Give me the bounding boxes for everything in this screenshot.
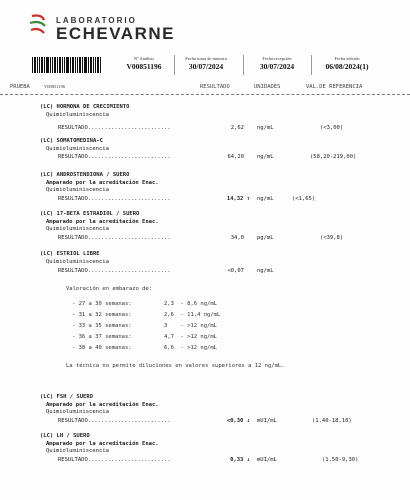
result-unit: ng/mL <box>257 196 274 202</box>
result-reference: (<1,65) <box>292 196 316 202</box>
result-unit: ng/mL <box>257 125 274 131</box>
result-label: RESULTADO......................... <box>58 457 171 463</box>
result-value: 34,0 <box>230 235 244 241</box>
lab-logo-icon <box>28 14 48 36</box>
test-method: Quimioluminiscencia <box>46 111 109 118</box>
pregnancy-weeks: - 38 a 40 semanas: <box>72 345 132 351</box>
result-unit: mUI/mL <box>257 457 277 463</box>
divider <box>243 55 244 75</box>
test-method: Quimioluminiscencia <box>46 409 109 415</box>
result-label: RESULTADO......................... <box>58 154 171 160</box>
result-value: 64,20 <box>227 154 244 160</box>
pregnancy-title: Valoración en embarazo de: <box>66 286 153 292</box>
result-value: 2,62 <box>230 125 244 131</box>
test-somatomedina <box>40 138 109 153</box>
test-hormona-crecimiento <box>40 104 129 119</box>
test-fsh <box>40 394 159 417</box>
test-estriol <box>40 251 109 266</box>
sample-date-value: 30/07/2024 <box>188 62 224 71</box>
pregnancy-weeks: - 33 a 35 semanas: <box>72 323 132 329</box>
test-title: (LC) SOMATOMEDINA-C <box>40 138 103 144</box>
result-value: <0,30 ↓ <box>226 418 250 424</box>
pregnancy-range: 3 - >12 ng/mL <box>164 323 217 329</box>
result-unit: mUI/mL <box>257 418 277 424</box>
result-label: RESULTADO......................... <box>58 235 171 241</box>
test-title: (LC) LH / SUERO <box>40 433 90 439</box>
test-method: Quimioluminiscencia <box>46 226 109 232</box>
test-estradiol <box>40 211 159 234</box>
column-header <box>10 84 384 93</box>
reception-date-label: Fecha recepción <box>262 56 292 61</box>
reception-date-value: 30/07/2024 <box>259 62 295 71</box>
test-accreditation: Amparado por la acreditación Enac. <box>46 401 159 408</box>
result-reference: (<39,8) <box>320 235 344 241</box>
result-value: 0,33 ↓ <box>230 457 250 463</box>
result-reference: (<3,00) <box>320 125 344 131</box>
lab-label: LABORATORIO <box>56 16 137 25</box>
result-unit: ng/mL <box>257 268 274 274</box>
divider <box>311 55 312 75</box>
test-title: (LC) ESTRIOL LIBRE <box>40 251 100 257</box>
sample-date-label: Fecha toma de muestra <box>185 56 227 61</box>
pregnancy-note: La técnica no permite diluciones en valores superiores a 12 ng/mL. <box>66 363 285 369</box>
test-method: Quimioluminiscencia <box>46 448 109 454</box>
test-title: (LC) ANDROSTENDIONA / SUERO <box>40 172 130 178</box>
pregnancy-weeks: - 36 a 37 semanas: <box>72 334 132 340</box>
pregnancy-range: 4,7 - >12 ng/mL <box>164 334 217 340</box>
barcode-text: V00851196 <box>44 84 66 89</box>
result-label: RESULTADO......................... <box>58 268 171 274</box>
lab-name: ECHEVARNE <box>56 24 175 43</box>
test-method: Quimioluminiscencia <box>46 145 109 152</box>
pregnancy-range: 2,3 - 8,6 ng/mL <box>164 301 217 307</box>
result-value: <0,07 <box>227 268 244 274</box>
pregnancy-weeks: - 31 a 32 semanas: <box>72 312 132 318</box>
test-title: (LC) FSH / SUERO <box>40 394 93 400</box>
test-androstendiona <box>40 172 159 195</box>
result-unit: pg/mL <box>257 235 274 241</box>
analysis-number-field <box>118 56 170 71</box>
result-label: RESULTADO......................... <box>58 418 171 424</box>
test-lh <box>40 433 159 456</box>
test-method: Quimioluminiscencia <box>46 187 109 193</box>
test-accreditation: Amparado por la acreditación Enac. <box>46 179 159 186</box>
col-unidades: UNIDADES <box>254 84 281 90</box>
result-label: RESULTADO......................... <box>58 125 171 131</box>
result-reference: (1,50-9,30) <box>322 457 359 463</box>
barcode <box>32 57 102 73</box>
test-accreditation: Amparado por la acreditación Enac. <box>46 440 159 447</box>
result-value: 14,32 ↑ <box>226 196 250 202</box>
result-reference: (1,40-18,10) <box>312 418 352 424</box>
pregnancy-range: 6,6 - >12 ng/mL <box>164 345 217 351</box>
col-resultado: RESULTADO <box>200 84 230 90</box>
reception-date-field <box>248 56 306 71</box>
test-accreditation: Amparado por la acreditación Enac. <box>46 218 159 225</box>
test-title: (LC) 17-BETA ESTRADIOL / SUERO <box>40 211 140 217</box>
pregnancy-range: 2,6 - 11,4 ng/mL <box>164 312 221 318</box>
result-reference: (58,20-219,00) <box>310 154 357 160</box>
result-unit: ng/mL <box>257 154 274 160</box>
divider <box>174 55 175 75</box>
sample-date-field <box>177 56 235 71</box>
header-rule <box>0 94 410 95</box>
test-method: Quimioluminiscencia <box>46 258 109 265</box>
edition-date-label: Fecha edición <box>334 56 360 61</box>
edition-date-field <box>314 56 380 71</box>
col-referencia: VAL.DE REFERENCIA <box>306 84 363 90</box>
result-label: RESULTADO......................... <box>58 196 171 202</box>
pregnancy-weeks: - 27 a 30 semanas: <box>72 301 132 307</box>
col-prueba: PRUEBA <box>10 84 30 90</box>
analysis-number-label: Nº Análisis <box>133 56 155 61</box>
test-title: (LC) HORMONA DE CRECIMIENTO <box>40 104 130 110</box>
analysis-number-value: V00851196 <box>126 62 162 71</box>
edition-date-value: 06/08/2024(1) <box>325 62 369 71</box>
